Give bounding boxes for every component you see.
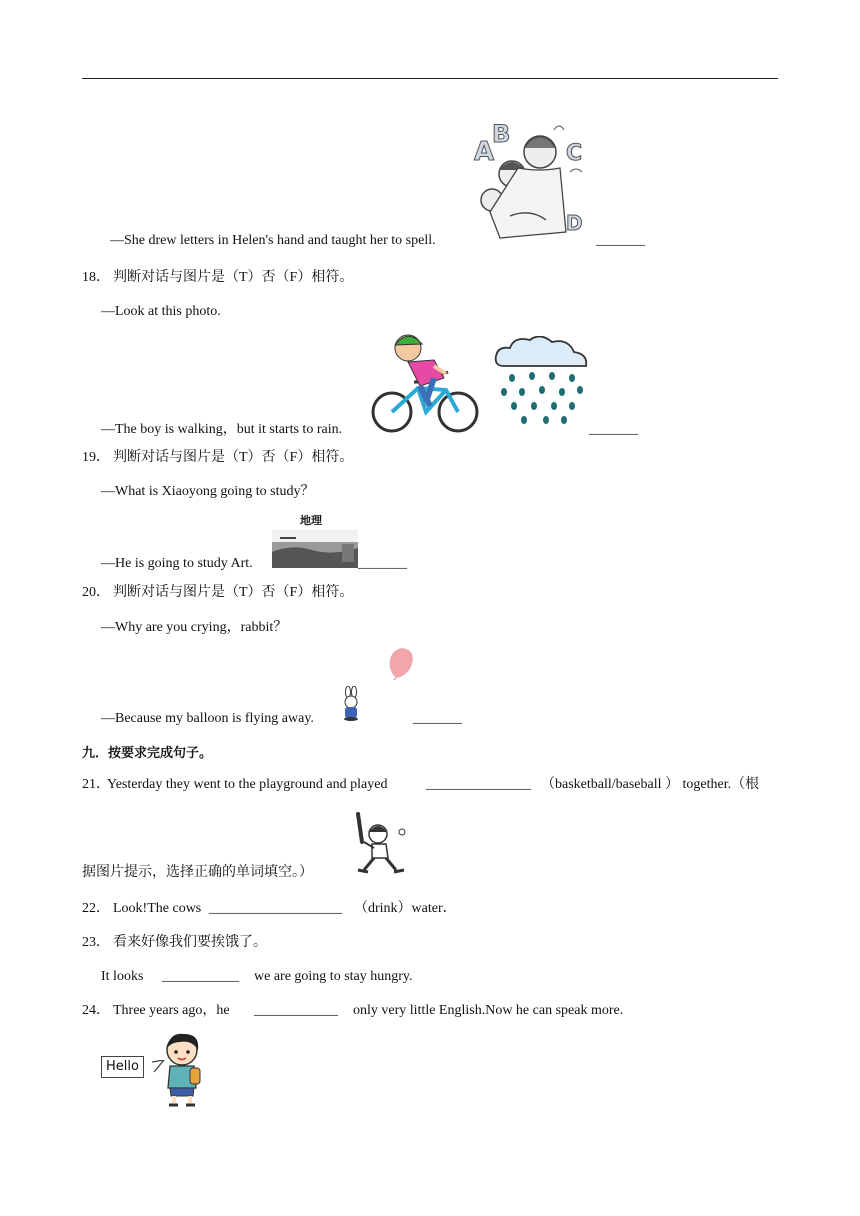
svg-text:C: C <box>566 141 583 166</box>
helen-keller-illustration <box>470 112 592 244</box>
q18-number: 18． <box>82 270 110 285</box>
q22-text-b: （drink）water． <box>354 901 457 916</box>
q18-answer-blank[interactable]: _______ <box>589 422 638 437</box>
pink-balloon-illustration <box>386 646 416 680</box>
q18-line1: —Look at this photo. <box>101 304 221 319</box>
q19-line1: —What is Xiaoyong going to study？ <box>101 484 315 499</box>
q19-image-caption: 地理 <box>300 514 322 527</box>
q24-number: 24． <box>82 1003 110 1018</box>
rain-cloud-illustration <box>490 336 590 428</box>
q24-text-b: only very little English.Now he can speak more. <box>353 1003 624 1018</box>
header-rule <box>82 78 778 79</box>
geography-book-illustration <box>272 530 358 568</box>
q20-instruction: 判断对话与图片是（T）否（F）相符。 <box>113 585 354 600</box>
q23-text-b: we are going to stay hungry. <box>254 969 413 984</box>
q19-answer-blank[interactable]: _______ <box>358 556 407 571</box>
q19-number: 19． <box>82 450 110 465</box>
q24-answer-blank[interactable]: ____________ <box>254 1003 338 1018</box>
q20-number: 20． <box>82 585 110 600</box>
svg-text:D: D <box>566 211 583 235</box>
boy-cycling-illustration <box>368 330 482 434</box>
svg-text:B: B <box>492 120 511 148</box>
q18-line2: —The boy is walking，but it starts to rain. <box>101 422 343 437</box>
q22-answer-blank[interactable]: ___________________ <box>209 901 342 916</box>
hello-speech-bubble: Hello <box>101 1056 144 1078</box>
q19-instruction: 判断对话与图片是（T）否（F）相符。 <box>113 450 354 465</box>
q21-text-a: Yesterday they went to the playground and played <box>107 777 388 792</box>
baseball-player-illustration <box>350 812 410 876</box>
q23-number: 23． <box>82 935 110 950</box>
q23-instruction: 看来好像我们要挨饿了。 <box>113 935 267 950</box>
rabbit-illustration <box>340 686 362 722</box>
q23-text-a: It looks <box>101 969 144 984</box>
q21-number: 21． <box>82 777 110 792</box>
svg-text:A: A <box>474 137 495 167</box>
q23-answer-blank[interactable]: ___________ <box>162 969 239 984</box>
q20-line1: —Why are you crying，rabbit？ <box>101 620 288 635</box>
q22-text-a: Look!The cows <box>113 901 202 916</box>
q24-text-a: Three years ago，he <box>113 1003 230 1018</box>
q17-answer-blank[interactable]: _______ <box>596 233 645 248</box>
q20-line2: —Because my balloon is flying away. <box>101 711 314 726</box>
q21-answer-blank[interactable]: _______________ <box>426 777 531 792</box>
section-9-title: 九．按要求完成句子。 <box>82 746 213 761</box>
q20-answer-blank[interactable]: _______ <box>413 711 462 726</box>
q19-line2: —He is going to study Art. <box>101 556 253 571</box>
q22-number: 22． <box>82 901 110 916</box>
q21-text-b: （basketball/baseball ） together.（根 <box>541 777 760 792</box>
q21-text-c: 据图片提示，选择正确的单词填空。） <box>82 865 313 880</box>
boy-waving-illustration <box>160 1032 206 1110</box>
q17-line: —She drew letters in Helen's hand and taught her to spell. <box>110 233 436 248</box>
q18-instruction: 判断对话与图片是（T）否（F）相符。 <box>113 270 354 285</box>
